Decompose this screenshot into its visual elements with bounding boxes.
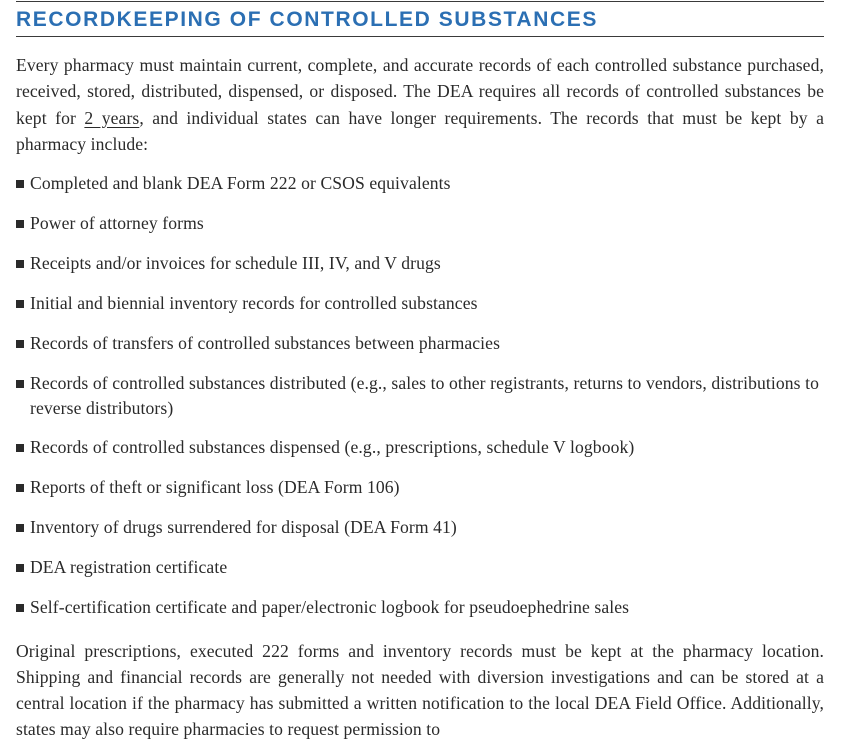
intro-text-start: Every pharmacy must maintain current, complete, and accurate records of each controlled substance purchased, received, stored, distributed, dispensed, or disposed. The DEA requires all records of controlled substances be kept for	[16, 55, 824, 128]
list-item-text: Receipts and/or invoices for schedule III, IV, and V drugs	[30, 253, 441, 273]
list-item-text: Initial and biennial inventory records for controlled substances	[30, 293, 478, 313]
list-item-text: DEA registration certificate	[30, 556, 228, 577]
list-item	[16, 475, 824, 501]
square-bullet-icon	[16, 180, 24, 188]
list-item	[16, 171, 824, 197]
list-item-text: Inventory of drugs surrendered for disposal (DEA Form 41)	[30, 516, 457, 537]
closing-paragraph: Original prescriptions, executed 222 forms and inventory records must be kept at the pharmacy location. Shipping and financial records are generally not needed with diversion investigations and can be stored at a central location if the pharmacy has submitted a written notification to the local DEA Field Office. Additionally, states may also require pharmacies to request permission to	[16, 641, 824, 740]
list-item	[16, 555, 824, 581]
list-item-text: Completed and blank DEA Form 222 or CSOS equivalents	[30, 173, 451, 193]
intro-paragraph	[16, 52, 824, 157]
top-divider	[16, 1, 824, 2]
list-item	[16, 515, 824, 541]
list-item-text: Records of controlled substances dispensed (e.g., prescriptions, schedule V logbook)	[30, 436, 635, 457]
list-item-text: Reports of theft or significant loss (DEA Form 106)	[30, 476, 400, 497]
list-item	[16, 291, 824, 317]
list-item-text: Power of attorney forms	[30, 213, 204, 233]
square-bullet-icon	[16, 604, 24, 612]
square-bullet-icon	[16, 444, 24, 452]
square-bullet-icon	[16, 300, 24, 308]
square-bullet-icon	[16, 220, 24, 228]
intro-text-end: , and individual states can have longer requirements. The records that must be kept by a pharmacy include:	[16, 107, 824, 154]
list-item	[16, 435, 824, 461]
square-bullet-icon	[16, 260, 24, 268]
list-item-text: Self-certification certificate and paper/electronic logbook for pseudoephedrine sales	[30, 596, 630, 617]
square-bullet-icon	[16, 484, 24, 492]
list-item-text: Records of transfers of controlled substances between pharmacies	[30, 333, 501, 353]
retention-period: 2 years	[84, 107, 140, 128]
required-records-list	[16, 171, 824, 635]
square-bullet-icon	[16, 340, 24, 348]
list-item	[16, 251, 824, 277]
heading-divider	[16, 36, 824, 37]
section-heading: RECORDKEEPING OF CONTROLLED SUBSTANCES	[16, 8, 598, 31]
square-bullet-icon	[16, 564, 24, 572]
list-item-text: Records of controlled substances distributed (e.g., sales to other registrants, returns to vendors, distributions to reverse distributors)	[30, 373, 819, 418]
square-bullet-icon	[16, 380, 24, 388]
square-bullet-icon	[16, 524, 24, 532]
list-item	[16, 371, 824, 420]
list-item	[16, 331, 824, 357]
list-item	[16, 595, 824, 621]
list-item	[16, 211, 824, 237]
